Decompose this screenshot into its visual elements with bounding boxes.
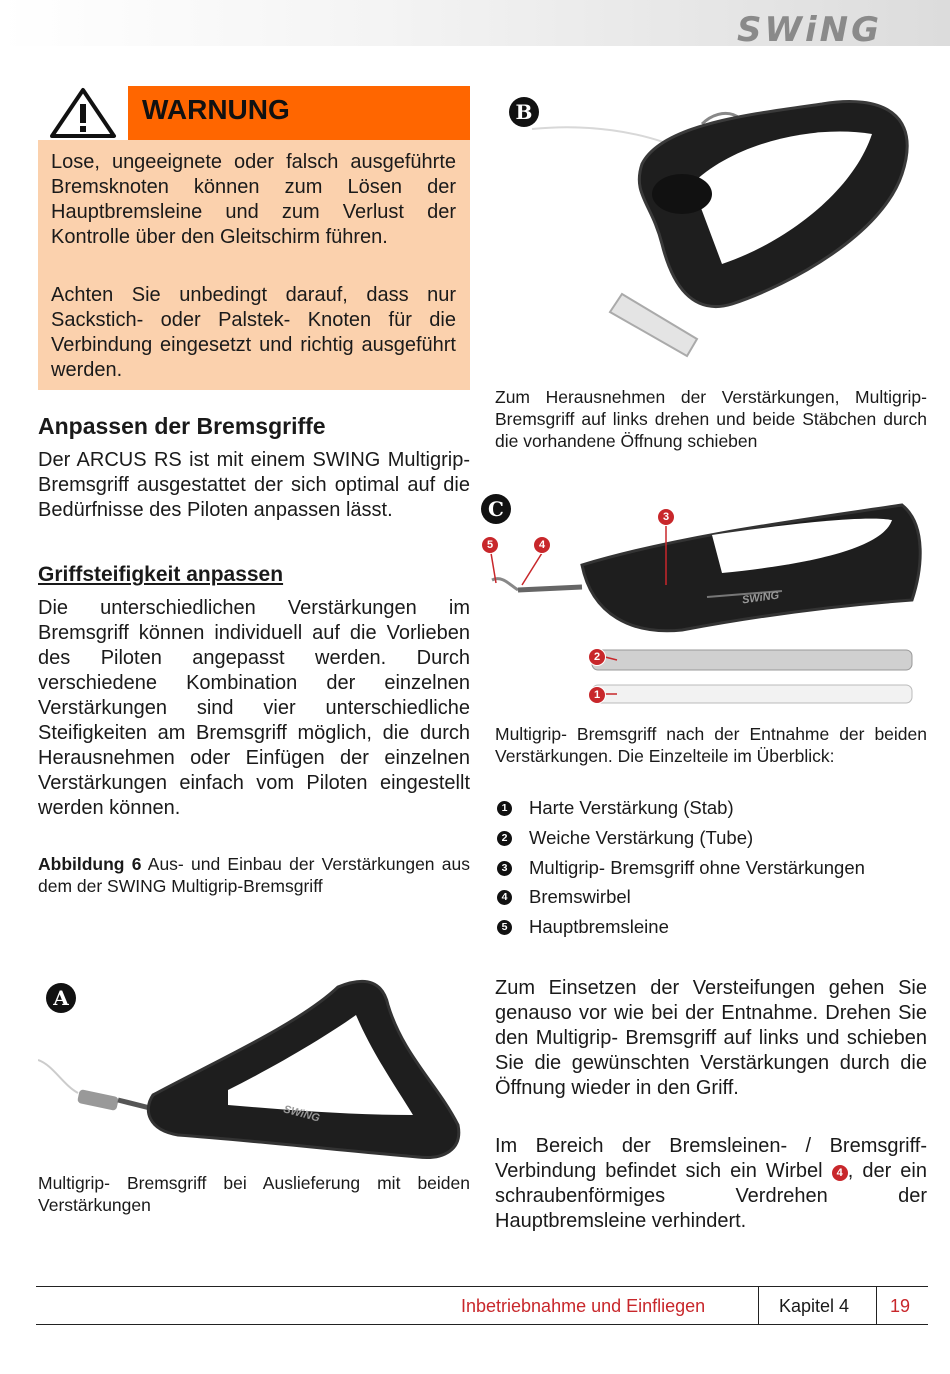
photo-a-caption: Multigrip- Bremsgriff bei Auslieferung mit beiden Verstärkungen <box>38 1173 470 1215</box>
warning-title: WARNUNG <box>142 94 290 125</box>
badge-a: A <box>46 983 76 1013</box>
photo-a <box>38 975 470 1165</box>
photo-b <box>492 84 928 384</box>
footer-chapter: Kapitel 4 <box>779 1296 850 1316</box>
list-item-label: Hauptbremsleine <box>529 916 669 937</box>
figure-caption-text: Aus- und Einbau der Verstärkungen aus dem der SWING Multigrip-Bremsgriff <box>38 854 470 896</box>
bullet-number: 5 <box>497 920 512 935</box>
warning-paragraph-1: Lose, ungeeignete oder falsch ausgeführte Bremsknoten können zum Lösen der Hauptbremsleine und zum Verlust der Kontrolle über den Gleitschirm führen. <box>51 151 456 248</box>
right-paragraph-2-end: , der ein schraubenförmiges Verdrehen der Hauptbremsleine verhindert. <box>495 1160 927 1232</box>
photo-b-illustration <box>492 84 928 384</box>
section-heading-brake-handles: Anpassen der Bremsgriffe <box>38 413 326 439</box>
marker-2: 2 <box>588 648 606 666</box>
badge-c: C <box>481 494 511 524</box>
photo-b-caption: Zum Herausnehmen der Verstärkungen, Multigrip-Bremsgriff auf links drehen und beide Stäbchen durch die vorhandene Öffnung schieben <box>495 387 927 451</box>
photo-c-illustration <box>482 495 928 715</box>
marker-4: 4 <box>533 536 551 554</box>
footer-page-number: 19 <box>890 1296 911 1316</box>
photo-a-illustration <box>38 975 470 1165</box>
footer-section-title: Inbetriebnahme und Einfliegen <box>461 1296 706 1316</box>
list-item-label: Harte Verstärkung (Stab) <box>529 797 734 818</box>
right-paragraph-2 <box>495 1134 927 1234</box>
list-item <box>495 857 927 879</box>
bullet-number: 2 <box>497 831 512 846</box>
figure-caption <box>38 853 470 897</box>
marker-5: 5 <box>481 536 499 554</box>
inline-marker-4: 4 <box>832 1165 848 1181</box>
photo-c-caption: Multigrip- Bremsgriff nach der Entnahme der beiden Verstärkungen. Die Einzelteile im Überblick: <box>495 724 927 766</box>
footer-rule-bottom <box>36 1324 928 1325</box>
warning-triangle-icon <box>38 86 128 140</box>
section-heading-stiffness: Griffsteifigkeit anpassen <box>38 563 284 586</box>
section-text-brake-handles: Der ARCUS RS ist mit einem SWING Multigrip- Bremsgriff ausgestattet der sich optimal auf die Bedürfnisse des Piloten anpassen lässt. <box>38 449 470 521</box>
right-paragraph-1: Zum Einsetzen der Versteifungen gehen Sie genauso vor wie bei der Entnahme. Drehen Sie den Multigrip- Bremsgriff auf links und schieben Sie die gewünschten Verstärkungen durch die Öffnung wieder in den Griff. <box>495 977 927 1099</box>
figure-label: Abbildung 6 <box>38 854 142 874</box>
warning-paragraph-2: Achten Sie unbedingt darauf, dass nur Sackstich- oder Palstek- Knoten für die Verbindung eingesetzt und richtig ausgeführt werden. <box>51 284 456 381</box>
bullet-number: 4 <box>497 890 512 905</box>
list-item-label: Bremswirbel <box>529 886 631 907</box>
section-text-stiffness: Die unterschiedlichen Verstärkungen im Bremsgriff können individuell auf die Vorlieben des Piloten angepasst werden. Durch verschiedene Kombination der einzelnen Verstärkungen sind vier unterschiedliche Steifigkeiten am Bremsgriff möglich, die durch Herausnehmen oder Einfügen der einzelnen Verstärkungen einfach vom Piloten eingestellt werden können. <box>38 597 470 819</box>
bullet-number: 3 <box>497 861 512 876</box>
list-item <box>495 916 927 938</box>
warning-icon-cell <box>38 86 128 140</box>
photo-a-brand-print: SWiNG <box>282 1103 322 1125</box>
list-item <box>495 827 927 849</box>
footer-rule-top <box>36 1286 928 1287</box>
list-item <box>495 886 927 908</box>
swing-logo: SWiNG <box>736 10 882 50</box>
bullet-number: 1 <box>497 801 512 816</box>
badge-b: B <box>509 97 539 127</box>
marker-3: 3 <box>657 508 675 526</box>
list-item-label: Multigrip- Bremsgriff ohne Verstärkungen <box>529 857 865 878</box>
photo-c-brand-print: SWiNG <box>741 589 780 607</box>
footer-separator <box>758 1287 759 1324</box>
right-paragraph-2-start: Im Bereich der Bremsleinen- / Bremsgriff-Verbindung befindet sich ein Wirbel <box>495 1135 927 1182</box>
list-item-label: Weiche Verstärkung (Tube) <box>529 827 754 848</box>
list-item <box>495 797 927 819</box>
photo-c <box>482 495 928 715</box>
marker-1: 1 <box>588 686 606 704</box>
footer-separator <box>876 1287 877 1324</box>
